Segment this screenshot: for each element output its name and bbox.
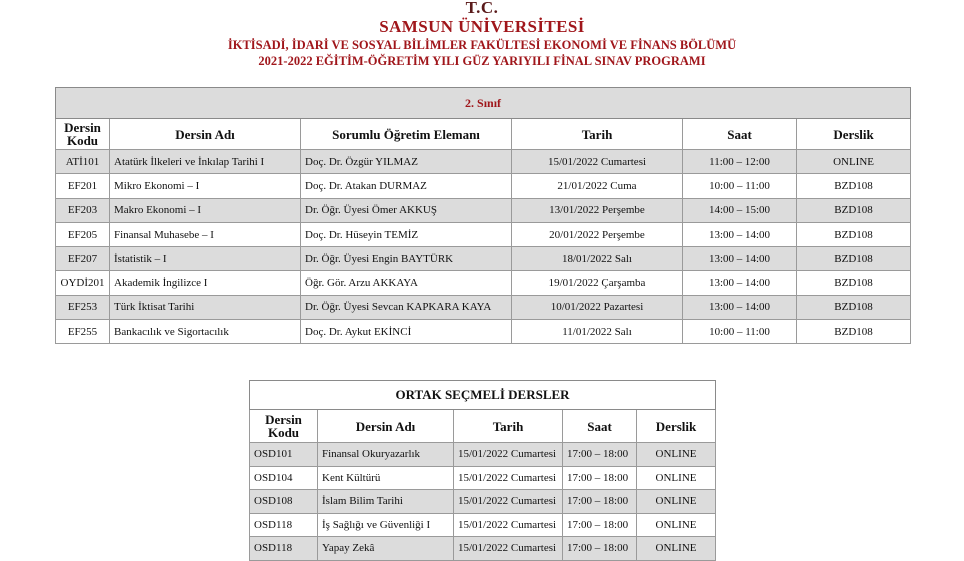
cell-lecturer: Doç. Dr. Atakan DURMAZ	[301, 174, 512, 198]
cell-code: ATİ101	[56, 150, 110, 174]
exam-program-title: 2021-2022 EĞİTİM-ÖĞRETİM YILI GÜZ YARIYILI FİNAL SINAV PROGRAMI	[258, 54, 706, 68]
cell-room: ONLINE	[637, 513, 716, 537]
cell-date: 15/01/2022 Cumartesi	[454, 513, 563, 537]
table-row	[250, 466, 716, 490]
cell-room: ONLINE	[637, 466, 716, 490]
col-header-room: Derslik	[797, 119, 911, 150]
col-header-time: Saat	[683, 119, 797, 150]
cell-lecturer: Öğr. Gör. Arzu AKKAYA	[301, 271, 512, 295]
cell-room: BZD108	[797, 174, 911, 198]
cell-time: 13:00 – 14:00	[683, 295, 797, 319]
cell-date: 15/01/2022 Cumartesi	[512, 150, 683, 174]
cell-code: EF201	[56, 174, 110, 198]
cell-room: BZD108	[797, 247, 911, 271]
cell-time: 11:00 – 12:00	[683, 150, 797, 174]
cell-room: BZD108	[797, 198, 911, 222]
table-row	[56, 198, 911, 222]
col-header-code: Dersin Kodu	[250, 410, 318, 443]
cell-room: ONLINE	[637, 490, 716, 514]
table-row	[250, 490, 716, 514]
cell-room: BZD108	[797, 295, 911, 319]
cell-time: 17:00 – 18:00	[563, 466, 637, 490]
table-row	[56, 295, 911, 319]
university-name: SAMSUN ÜNİVERSİTESİ	[379, 17, 585, 36]
cell-code: EF253	[56, 295, 110, 319]
cell-date: 11/01/2022 Salı	[512, 320, 683, 344]
cell-name: Atatürk İlkeleri ve İnkılap Tarihi I	[110, 150, 301, 174]
cell-name: Türk İktisat Tarihi	[110, 295, 301, 319]
table-caption: 2. Sınıf	[56, 88, 911, 119]
cell-lecturer: Dr. Öğr. Üyesi Ömer AKKUŞ	[301, 198, 512, 222]
cell-code: EF203	[56, 198, 110, 222]
table-row	[56, 320, 911, 344]
cell-date: 18/01/2022 Salı	[512, 247, 683, 271]
cell-room: ONLINE	[797, 150, 911, 174]
cell-name: Akademik İngilizce I	[110, 271, 301, 295]
cell-date: 13/01/2022 Perşembe	[512, 198, 683, 222]
cell-time: 10:00 – 11:00	[683, 174, 797, 198]
cell-date: 15/01/2022 Cumartesi	[454, 443, 563, 467]
cell-name: Finansal Okuryazarlık	[318, 443, 454, 467]
cell-code: OYDİ201	[56, 271, 110, 295]
cell-time: 17:00 – 18:00	[563, 513, 637, 537]
col-header-code: Dersin Kodu	[56, 119, 110, 150]
cell-name: İş Sağlığı ve Güvenliği I	[318, 513, 454, 537]
table-row	[56, 247, 911, 271]
cell-room: ONLINE	[637, 537, 716, 561]
cell-time: 14:00 – 15:00	[683, 198, 797, 222]
cell-lecturer: Doç. Dr. Hüseyin TEMİZ	[301, 222, 512, 246]
cell-time: 13:00 – 14:00	[683, 247, 797, 271]
cell-code: OSD104	[250, 466, 318, 490]
col-header-room: Derslik	[637, 410, 716, 443]
cell-time: 17:00 – 18:00	[563, 443, 637, 467]
cell-room: BZD108	[797, 271, 911, 295]
cell-name: Kent Kültürü	[318, 466, 454, 490]
cell-time: 10:00 – 11:00	[683, 320, 797, 344]
cell-time: 17:00 – 18:00	[563, 537, 637, 561]
cell-room: BZD108	[797, 320, 911, 344]
header-tc: T.C.	[465, 0, 499, 17]
common-electives-table	[249, 380, 716, 561]
cell-lecturer: Doç. Dr. Aykut EKİNCİ	[301, 320, 512, 344]
cell-lecturer: Doç. Dr. Özgür YILMAZ	[301, 150, 512, 174]
cell-date: 19/01/2022 Çarşamba	[512, 271, 683, 295]
table-row	[56, 271, 911, 295]
cell-code: OSD118	[250, 537, 318, 561]
cell-date: 15/01/2022 Cumartesi	[454, 466, 563, 490]
cell-lecturer: Dr. Öğr. Üyesi Sevcan KAPKARA KAYA	[301, 295, 512, 319]
table-row	[56, 174, 911, 198]
table-row	[250, 443, 716, 467]
cell-code: OSD118	[250, 513, 318, 537]
cell-lecturer: Dr. Öğr. Üyesi Engin BAYTÜRK	[301, 247, 512, 271]
table-row	[250, 513, 716, 537]
col-header-date: Tarih	[454, 410, 563, 443]
cell-room: ONLINE	[637, 443, 716, 467]
cell-date: 21/01/2022 Cuma	[512, 174, 683, 198]
cell-code: OSD101	[250, 443, 318, 467]
second-year-exam-table	[55, 87, 911, 344]
cell-time: 13:00 – 14:00	[683, 271, 797, 295]
cell-date: 10/01/2022 Pazartesi	[512, 295, 683, 319]
col-header-name: Dersin Adı	[318, 410, 454, 443]
cell-date: 15/01/2022 Cumartesi	[454, 490, 563, 514]
cell-name: Mikro Ekonomi – I	[110, 174, 301, 198]
table-row	[56, 222, 911, 246]
cell-name: Bankacılık ve Sigortacılık	[110, 320, 301, 344]
cell-time: 17:00 – 18:00	[563, 490, 637, 514]
cell-code: EF207	[56, 247, 110, 271]
cell-date: 20/01/2022 Perşembe	[512, 222, 683, 246]
cell-room: BZD108	[797, 222, 911, 246]
cell-name: Makro Ekonomi – I	[110, 198, 301, 222]
faculty-department: İKTİSADİ, İDARİ VE SOSYAL BİLİMLER FAKÜLTESİ EKONOMİ VE FİNANS BÖLÜMÜ	[227, 38, 737, 52]
col-header-name: Dersin Adı	[110, 119, 301, 150]
cell-name: İslam Bilim Tarihi	[318, 490, 454, 514]
col-header-time: Saat	[563, 410, 637, 443]
table-row	[56, 150, 911, 174]
cell-name: İstatistik – I	[110, 247, 301, 271]
col-header-date: Tarih	[512, 119, 683, 150]
cell-name: Yapay Zekâ	[318, 537, 454, 561]
table-row	[250, 537, 716, 561]
table-caption: ORTAK SEÇMELİ DERSLER	[250, 381, 716, 410]
cell-date: 15/01/2022 Cumartesi	[454, 537, 563, 561]
cell-code: EF205	[56, 222, 110, 246]
col-header-lecturer: Sorumlu Öğretim Elemanı	[301, 119, 512, 150]
cell-code: OSD108	[250, 490, 318, 514]
cell-name: Finansal Muhasebe – I	[110, 222, 301, 246]
cell-code: EF255	[56, 320, 110, 344]
cell-time: 13:00 – 14:00	[683, 222, 797, 246]
